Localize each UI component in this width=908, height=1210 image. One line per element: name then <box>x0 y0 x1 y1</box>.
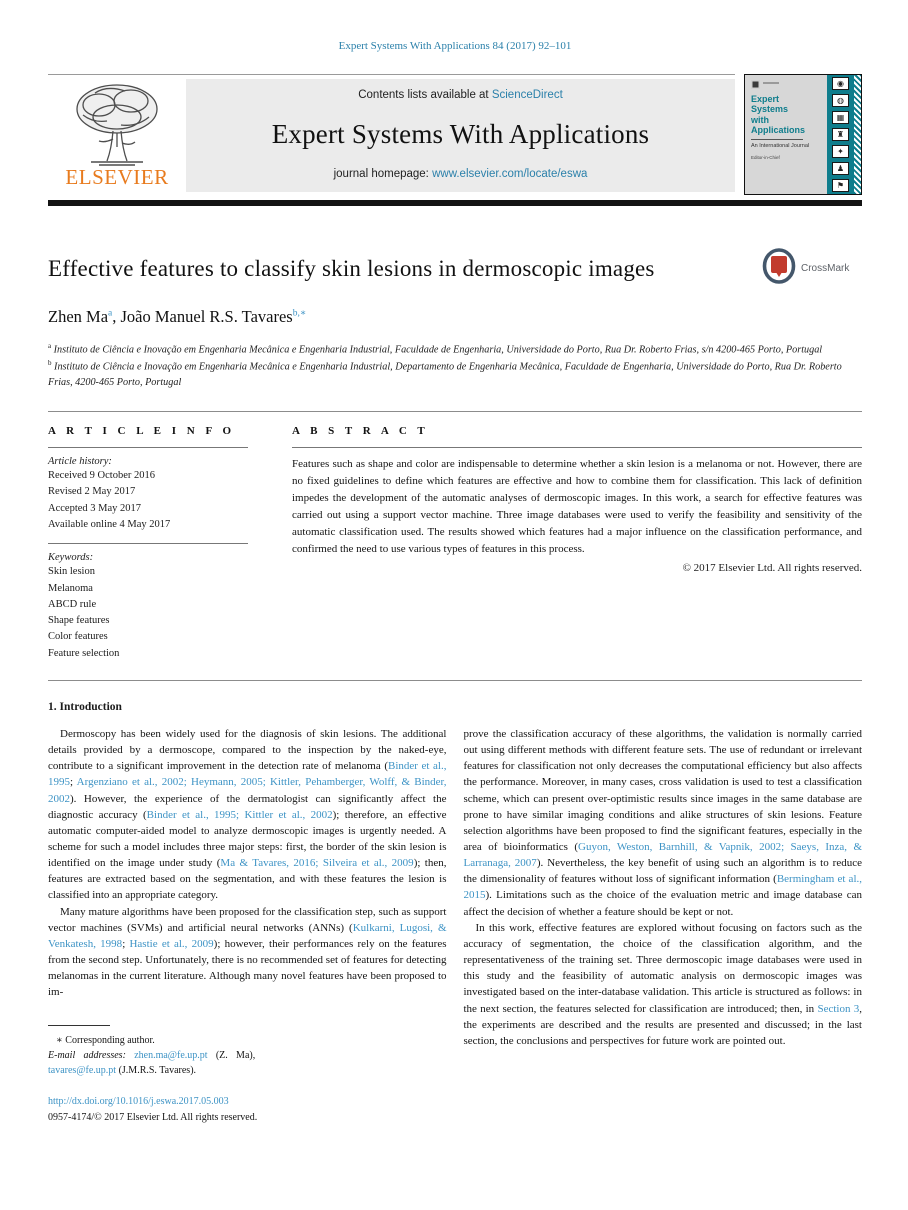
paragraph: Dermoscopy has been widely used for the diagnosis of skin lesions. The additional details provided by a dermoscope, compared to the inspection by the naked-eye, contribute to a significant improvement in the detection rate of melanoma (Binder et al., 1995; Argenziano et al., 2002; Heymann, 2005; Kittler, Pehamberger, Wolff, & Binder, 2002). However, the experience of the dermatologist can significantly affect the diagnostic accuracy (Binder et al., 1995; Kittler et al., 2002); therefore, an effective automatic computer-aided model to analyze dermoscopic images is urgently needed. A scheme for such a model includes three major steps: first, the border of the skin lesion is identified on the image under study (Ma & Tavares, 2016; Silveira et al., 2009); then, features are extracted based on the segmentation, and with these features the lesion is classified into an appropriate category. <box>48 727 447 902</box>
journal-banner <box>186 79 735 192</box>
affiliations <box>48 341 862 391</box>
abstract-heading: A B S T R A C T <box>292 425 429 438</box>
masthead-left <box>48 74 735 192</box>
article-history-item: Revised 2 May 2017 <box>48 486 136 498</box>
journal-citation: Expert Systems With Applications 84 (2017) 92–101 <box>338 40 572 52</box>
abstract-text: Features such as shape and color are indispensable to determine whether a skin lesion is a melanoma or not. However, there are no fixed guidelines to define which features are effective and how to combine them for classification. This lack of definition impedes the development of the automatic analyses of dermoscopic images. In this work, a search for effective features was carried out using a support vector machine. Three image databases were used to verify the feasibility and sensitivity of the automatic classification used. The results showed which features had a major influence on the classification performance, and confirmed the need to use various types of features in this process. <box>292 458 862 556</box>
footnote <box>48 1025 255 1078</box>
cover-title-line: Systems <box>751 104 789 115</box>
elsevier-logo[interactable] <box>48 79 186 192</box>
cover-title-line: with <box>751 114 769 125</box>
article-history-list <box>48 468 248 533</box>
paragraph: In this work, effective features are explored without focusing on factors such as the accuracy of segmentation, the choice of the classification algorithm, and the representativeness of the training set. Three dermoscopic image databases were used in this study and the feasibility of automatic analysis on dermoscopic images was investigated based on the inter-database validation. This article is structured as follows: in the next section, the features selected for classification are introduced; then, in Section 3, the experiments are described and the results are presented and discussed; in the last section, the conclusions and perspectives for future work are pointed out. <box>463 921 862 1047</box>
cover-title-line: Applications <box>751 125 806 136</box>
keyword-item: ABCD rule <box>48 598 97 610</box>
issn-copyright-line: 0957-4174/© 2017 Elsevier Ltd. All rights reserved. <box>48 1112 258 1124</box>
corresponding-author-note: ∗ Corresponding author. <box>56 1034 155 1046</box>
authors-line: Zhen Ma$^a$, João Manuel R.S. Tavares$^{b,∗}$ <box>48 307 307 326</box>
abstract-column <box>292 425 862 662</box>
journal-cover-left <box>745 75 827 194</box>
body-left-column <box>48 726 447 1127</box>
rule <box>48 447 248 448</box>
cover-strip-icon: ✦ <box>832 145 849 158</box>
crossmark-badge[interactable] <box>762 248 862 289</box>
rule <box>48 543 248 544</box>
page-title: Effective features to classify skin lesions in dermoscopic images <box>48 255 655 281</box>
crossmark-icon <box>762 248 796 289</box>
section-heading-introduction: 1. Introduction <box>48 700 122 713</box>
email-addresses-line[interactable]: E-mail addresses: zhen.ma@fe.up.pt (Z. Ma), tavares@fe.up.pt (J.M.R.S. Tavares). <box>48 1049 256 1076</box>
title-row <box>48 248 862 289</box>
header-black-bar <box>48 200 862 206</box>
cover-divider <box>751 139 803 140</box>
journal-cover-thumbnail[interactable] <box>744 74 862 195</box>
article-history-item: Accepted 3 May 2017 <box>48 502 142 514</box>
bottom-identifiers <box>48 1094 447 1127</box>
paragraph: prove the classification accuracy of these algorithms, the validation is normally carried out using different methods with different feature sets. The use of redundant or irrelevant features for classification not only decreases the computational efficiency but also affects the performance. Moreover, in many cases, cross validation is used to test a classification scheme, which can present over-optimistic results since images in the same database are prone to have similar imaging conditions and alike structures of skin lesions. Feature selection algorithms have been proposed to find the significant features, especially in the area of bioinformatics (Guyon, Weston, Barnhill, & Vapnik, 2002; Saeys, Inza, & Larranaga, 2007). Nevertheless, the key benefit of using such an algorithm is to reduce the dimensionality of features without loss of significant information (Bermingham et al., 2015). Limitations such as the choice of the evaluation metric and image database can affect the decision of whether a feature should be kept or not. <box>463 727 862 918</box>
keyword-item: Color features <box>48 631 108 643</box>
journal-title: Expert Systems With Applications <box>271 119 650 149</box>
body-columns <box>48 726 862 1127</box>
article-history-label: Article history: <box>48 456 112 468</box>
keywords-list <box>48 564 248 662</box>
rule <box>292 447 862 448</box>
keyword-item: Shape features <box>48 615 110 627</box>
keyword-item: Skin lesion <box>48 566 95 578</box>
cover-subtitle: An International Journal <box>751 143 810 150</box>
masthead <box>48 74 862 195</box>
affiliation-a: $^a$ Instituto de Ciência e Inovação em Engenharia Mecânica e Engenharia Industrial, Faculdade de Engenharia, Universidade do Porto, Rua Dr. Roberto Frias, s/n 4200-465 Porto, Portugal <box>48 342 823 356</box>
body-right-column <box>464 726 863 1127</box>
affiliation-b: $^b$ Instituto de Ciência e Inovação em Engenharia Mecânica e Engenharia Industrial, Departamento de Engenharia Mecânica, Faculdade de Engenharia, Universidade do Porto, Rua Dr. Roberto Frias, 4200-465 Porto, Portugal <box>48 359 842 389</box>
article-info-heading: A R T I C L E I N F O <box>48 425 236 438</box>
keywords-label: Keywords: <box>48 552 94 564</box>
cover-mini-text <box>763 82 779 84</box>
cover-mini-tree-icon <box>751 80 760 89</box>
footnote-rule <box>48 1025 110 1026</box>
cover-strip-icon: ♟ <box>832 162 849 175</box>
cover-strip-icon: ▦ <box>832 111 849 124</box>
article-history-item: Available online 4 May 2017 <box>48 519 171 531</box>
cover-strip-icon: ♜ <box>832 128 849 141</box>
keyword-item: Melanoma <box>48 582 93 594</box>
elsevier-tree-icon <box>69 81 165 167</box>
cover-editor-label: Editor-in-Chief <box>751 154 780 160</box>
cover-icon-strip <box>827 75 854 194</box>
cover-mini-logo <box>751 80 825 89</box>
cover-strip-icon: ◉ <box>832 77 849 90</box>
cover-strip-icon: ◍ <box>832 94 849 107</box>
cover-strip-icon: ⚑ <box>832 179 849 192</box>
article-info-abstract-block <box>48 411 862 681</box>
article-info-column <box>48 425 248 662</box>
doi-link[interactable]: http://dx.doi.org/10.1016/j.eswa.2017.05.003 <box>48 1095 229 1107</box>
keyword-item: Feature selection <box>48 647 120 659</box>
copyright-line: © 2017 Elsevier Ltd. All rights reserved. <box>682 561 862 574</box>
journal-homepage-link[interactable]: journal homepage: www.elsevier.com/locate/eswa <box>333 168 588 180</box>
cover-hatch-pattern <box>854 75 861 194</box>
cover-title-line: Expert <box>751 94 780 104</box>
article-history-item: Received 9 October 2016 <box>48 470 156 482</box>
contents-list-line[interactable]: Contents lists available at ScienceDirect <box>358 89 563 101</box>
elsevier-wordmark: ELSEVIER <box>65 165 169 189</box>
crossmark-label: CrossMark <box>801 263 850 274</box>
paragraph: Many mature algorithms have been proposed for the classification step, such as support vector machines (SVMs) and artificial neural networks (ANNs) (Kulkarni, Lugosi, & Venkatesh, 1998; Hastie et al., 2009); however, their performances rely on the features from the second step. Unfortunately, there is no recommended set of features for detecting melanomas in the current literature. Although many novel features have been proposed to im- <box>48 905 447 999</box>
cover-journal-title <box>751 94 825 135</box>
